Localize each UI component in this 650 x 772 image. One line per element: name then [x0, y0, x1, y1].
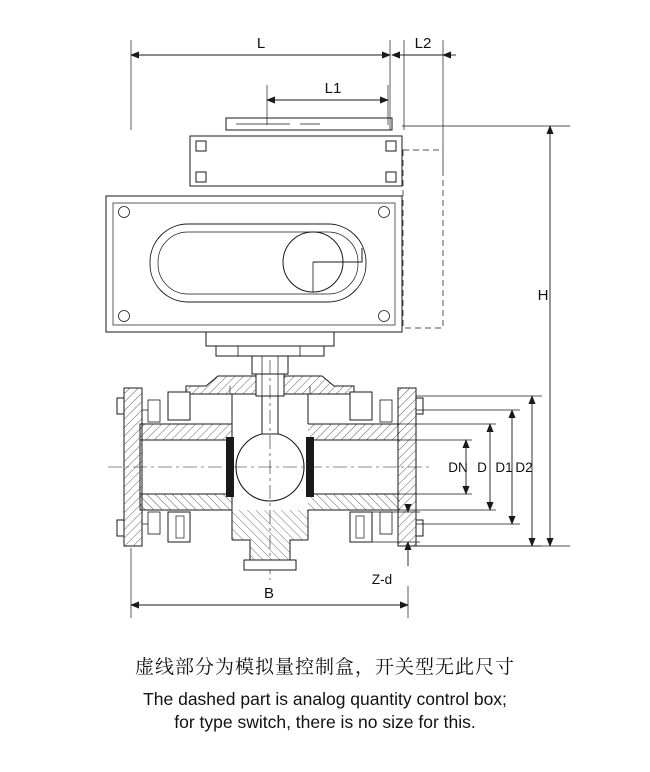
dimension-label-B: B [263, 585, 275, 602]
dimension-label-L2: L2 [414, 35, 432, 52]
dimension-L [131, 35, 390, 130]
analog-control-box-dashed [403, 150, 443, 328]
caption-chinese: 虚线部分为模拟量控制盒，开关型无此尺寸 [134, 657, 515, 678]
caption-english-line1: The dashed part is analog quantity control box; [143, 688, 507, 709]
caption-english-line2: for type switch, there is no size for this. [174, 712, 476, 733]
caption-block [0, 655, 650, 735]
actuator-top-cap [226, 118, 392, 130]
dimension-label-Zd: Z-d [371, 572, 393, 587]
actuator-housing [106, 196, 402, 332]
dimension-label-D2: D2 [515, 460, 533, 475]
valve-bottom-branch [232, 510, 308, 570]
dimension-label-L1: L1 [324, 80, 342, 97]
actuator-control-box [190, 136, 402, 186]
dimension-label-D1: D1 [495, 460, 513, 475]
dimension-label-DN: DN [448, 460, 468, 475]
dimension-D1 [416, 410, 520, 524]
dimension-label-L: L [256, 35, 266, 52]
dimension-label-D: D [477, 460, 487, 475]
dimension-H [402, 126, 570, 546]
dimension-label-H: H [537, 287, 549, 304]
